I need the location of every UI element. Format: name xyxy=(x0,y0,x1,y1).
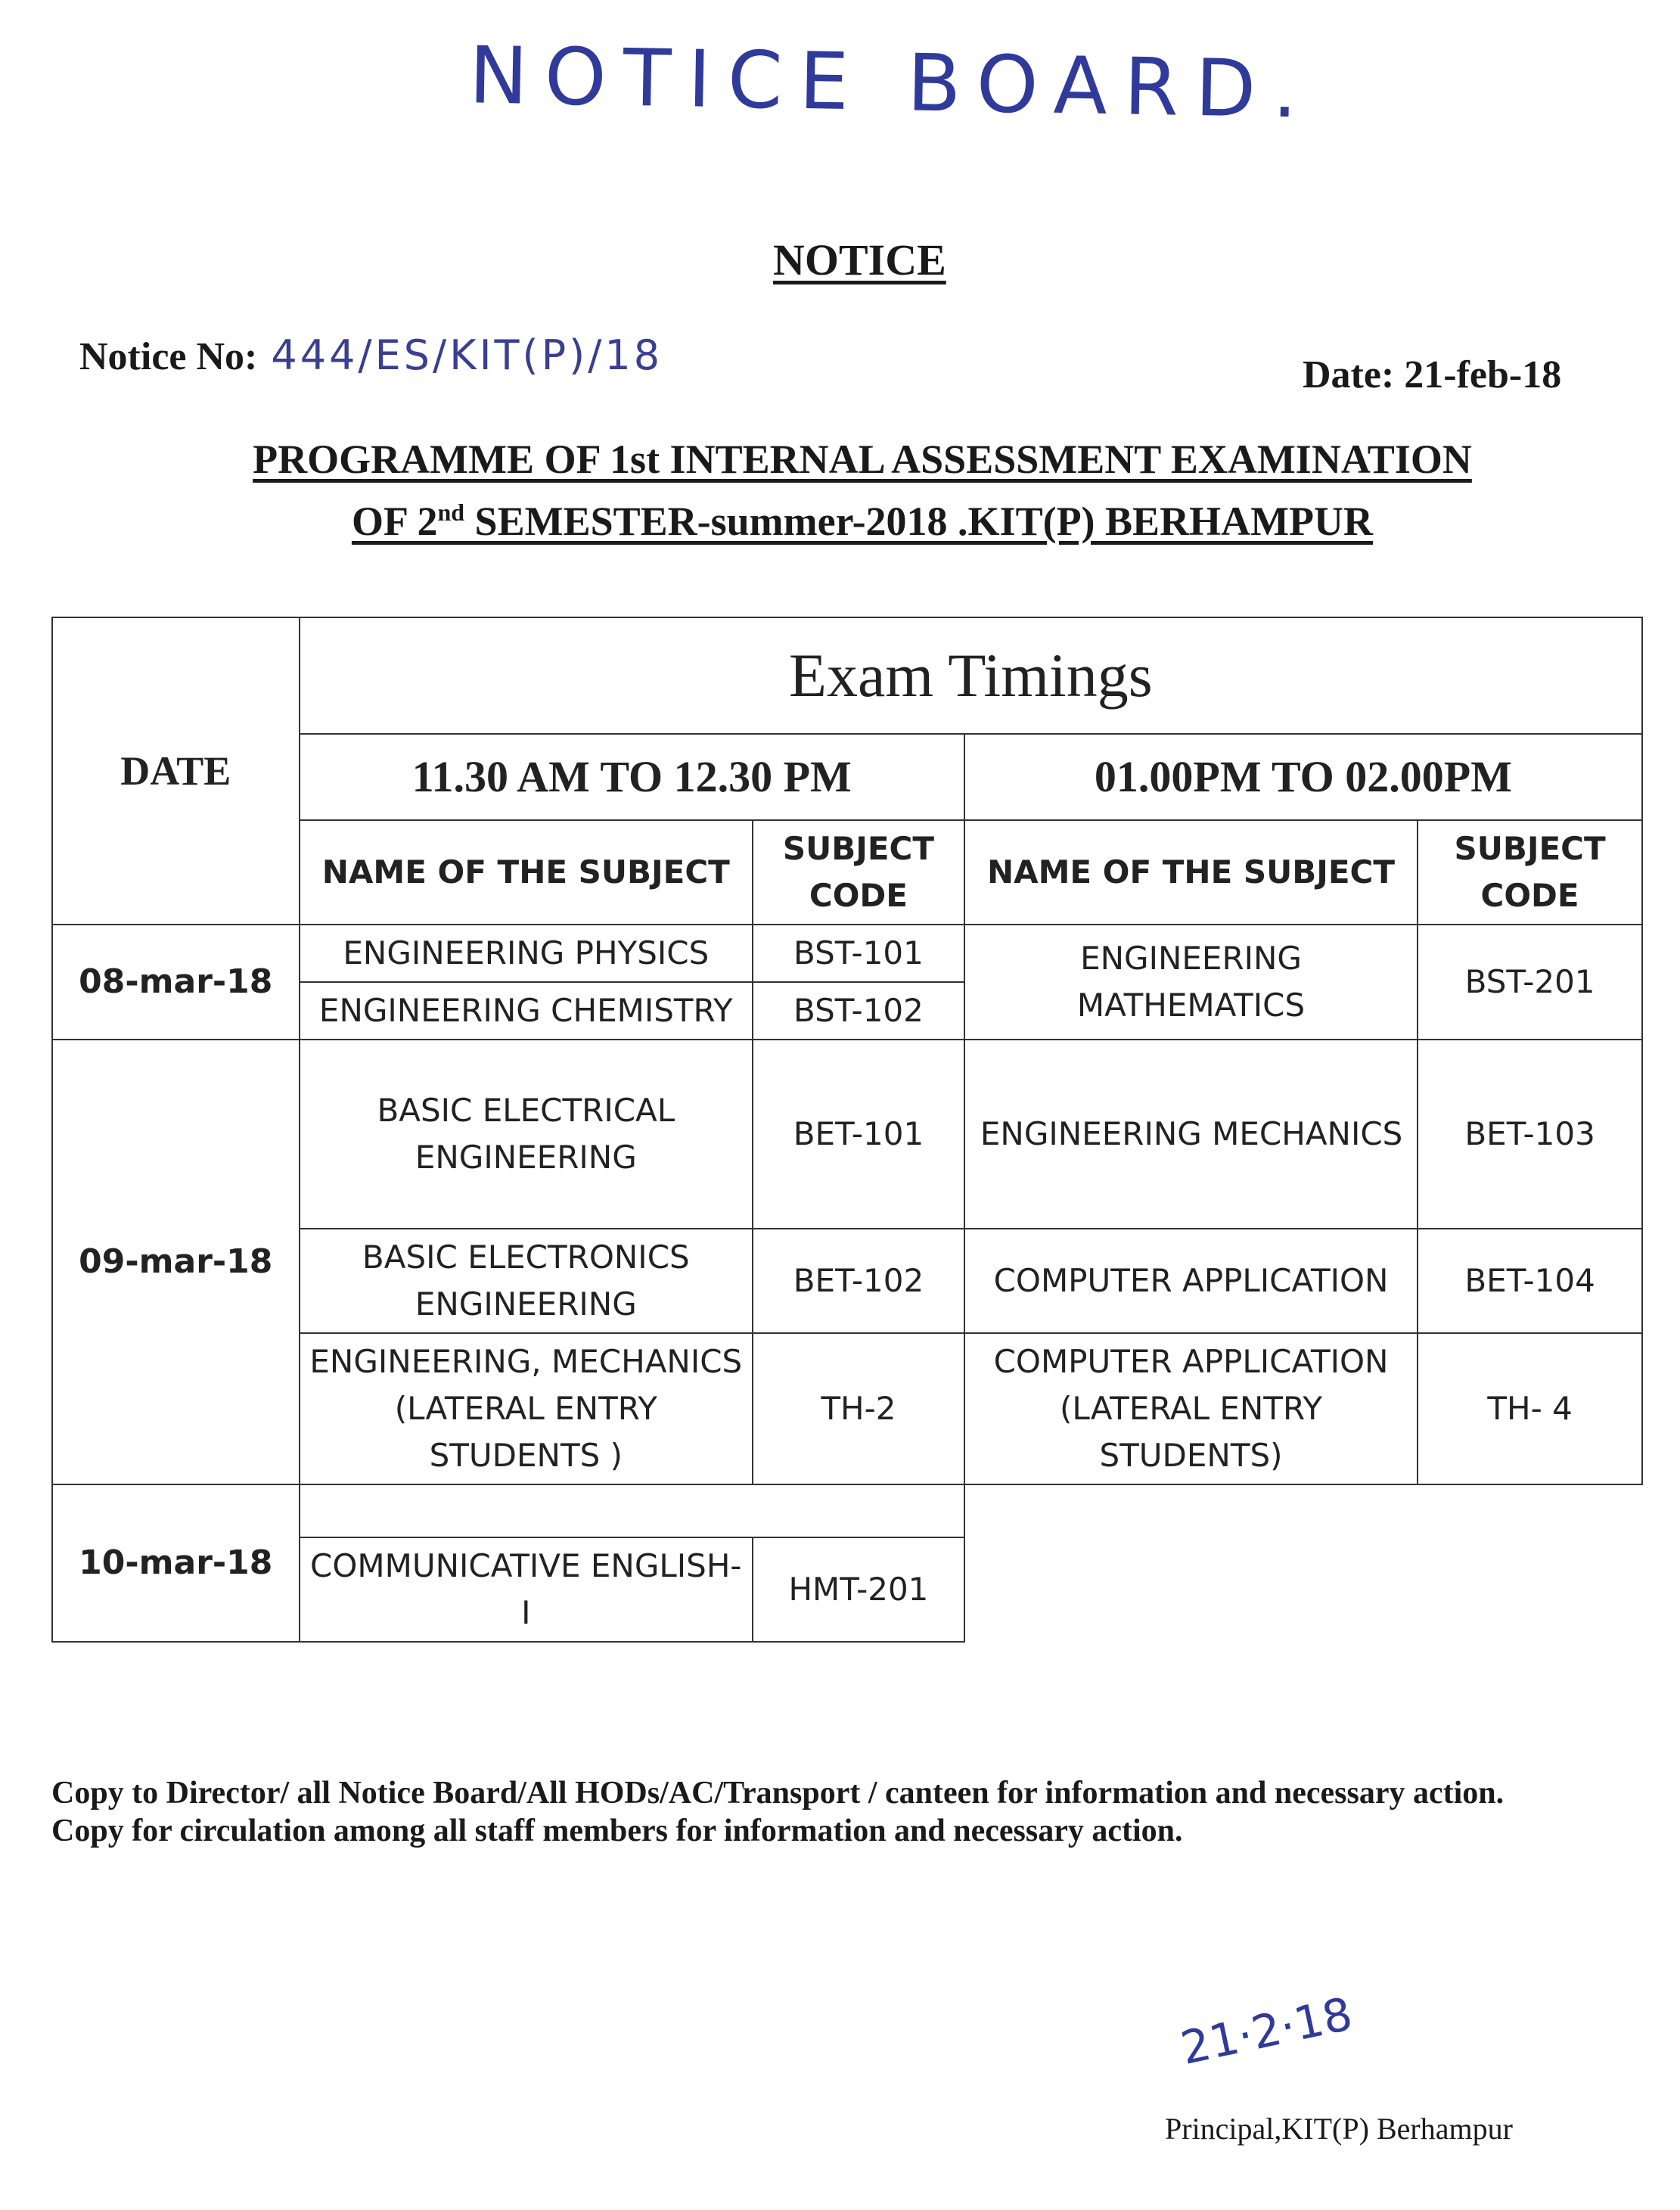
empty-cell xyxy=(300,1484,964,1537)
handwritten-notice-board-title: NOTICE BOARD. xyxy=(468,29,1315,136)
subject-code: BST-201 xyxy=(1418,925,1642,1040)
notice-number-label: Notice No: xyxy=(79,335,258,378)
subject-code-header: SUBJECT CODE xyxy=(753,820,964,925)
subject-code: TH- 4 xyxy=(1418,1333,1642,1484)
subject-name: ENGINEERING PHYSICS xyxy=(300,925,753,982)
programme-line-2: OF 2nd SEMESTER-summer-2018 .KIT(P) BERHAMPUR xyxy=(351,499,1374,544)
empty-area xyxy=(964,1484,1642,1642)
subject-code-header: SUBJECT CODE xyxy=(1418,820,1642,925)
subject-code: HMT-201 xyxy=(753,1537,964,1642)
subject-name: COMMUNICATIVE ENGLISH-I xyxy=(300,1537,753,1642)
subject-name: ENGINEERING CHEMISTRY xyxy=(300,982,753,1040)
notice-number-value: 444/ES/KIT(P)/18 xyxy=(271,331,663,379)
subject-name: COMPUTER APPLICATION xyxy=(964,1229,1418,1333)
subject-name: ENGINEERING MECHANICS xyxy=(964,1040,1418,1229)
exam-date: 10-mar-18 xyxy=(52,1484,300,1642)
subject-code: BET-103 xyxy=(1418,1040,1642,1229)
subject-name-header: NAME OF THE SUBJECT xyxy=(964,820,1418,925)
exam-schedule-table xyxy=(51,617,1643,1643)
notice-heading: NOTICE xyxy=(773,235,946,284)
principal-designation: Principal,KIT(P) Berhampur xyxy=(1165,2112,1513,2146)
exam-timings-header: Exam Timings xyxy=(300,617,1642,734)
table-row xyxy=(52,1040,1642,1229)
notice-date: Date: 21-feb-18 xyxy=(1303,353,1562,396)
copy-line-2: Copy for circulation among all staff members for information and necessary action. xyxy=(51,1814,1183,1848)
subject-name: ENGINEERING, MECHANICS (LATERAL ENTRY STUDENTS ) xyxy=(300,1333,753,1484)
subject-name: ENGINEERING MATHEMATICS xyxy=(964,925,1418,1040)
table-row xyxy=(52,1484,1642,1537)
table-row xyxy=(52,925,1642,982)
slot-2-header: 01.00PM TO 02.00PM xyxy=(964,734,1642,820)
subject-code: TH-2 xyxy=(753,1333,964,1484)
programme-line-1: PROGRAMME OF 1st INTERNAL ASSESSMENT EXAMINATION xyxy=(253,437,1472,482)
slot-1-header: 11.30 AM TO 12.30 PM xyxy=(300,734,964,820)
notice-number xyxy=(79,331,663,379)
subject-code: BST-102 xyxy=(753,982,964,1040)
subject-name: COMPUTER APPLICATION (LATERAL ENTRY STUDENTS) xyxy=(964,1333,1418,1484)
programme-title xyxy=(136,433,1588,548)
subject-name: BASIC ELECTRONICS ENGINEERING xyxy=(300,1229,753,1333)
exam-date: 08-mar-18 xyxy=(52,925,300,1040)
copy-instructions xyxy=(51,1774,1647,1850)
exam-date: 09-mar-18 xyxy=(52,1040,300,1484)
subject-code: BET-104 xyxy=(1418,1229,1642,1333)
subject-name: BASIC ELECTRICAL ENGINEERING xyxy=(300,1040,753,1229)
subject-name-header: NAME OF THE SUBJECT xyxy=(300,820,753,925)
copy-line-1: Copy to Director/ all Notice Board/All HODs/AC/Transport / canteen for information and necessary action. xyxy=(51,1776,1505,1811)
subject-code: BET-102 xyxy=(753,1229,964,1333)
date-column-header: DATE xyxy=(52,617,300,925)
table-row xyxy=(52,617,1642,734)
subject-code: BET-101 xyxy=(753,1040,964,1229)
principal-signature: 21·2·18 xyxy=(1176,1987,1357,2076)
subject-code: BST-101 xyxy=(753,925,964,982)
